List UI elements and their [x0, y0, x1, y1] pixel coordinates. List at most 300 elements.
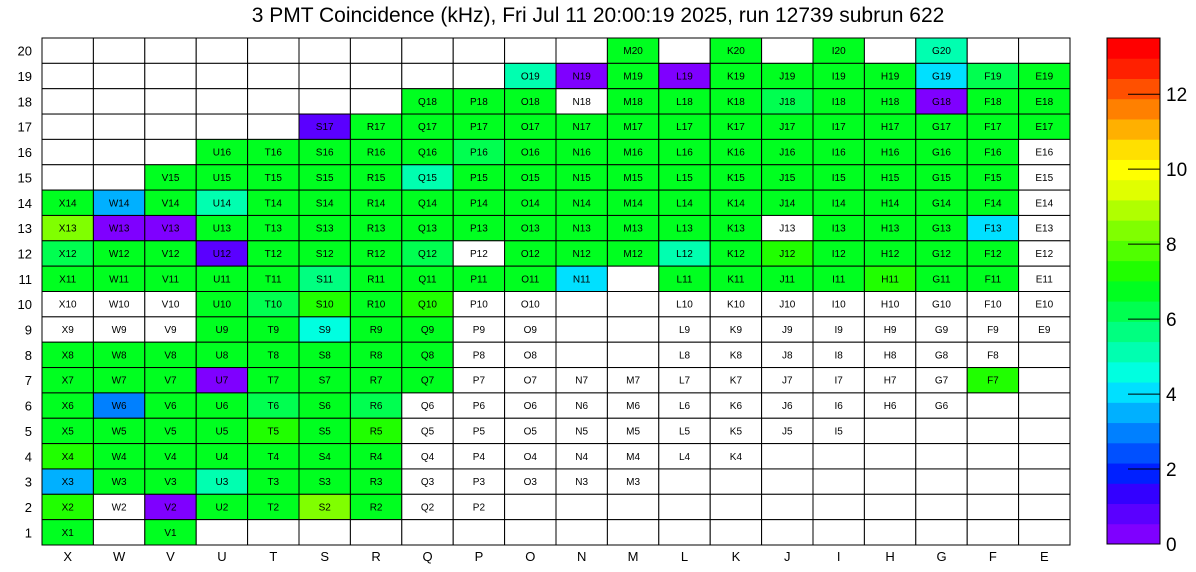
cell-label: I9	[834, 325, 843, 337]
cell-label: N15	[572, 172, 591, 184]
y-tick-label: 8	[24, 347, 32, 363]
cell-label: K19	[727, 71, 745, 83]
cell-label: V1	[164, 527, 177, 539]
x-tick-label: I	[836, 549, 841, 564]
cell-label: X10	[58, 299, 77, 311]
heatmap-cell	[42, 114, 93, 139]
heatmap-cell	[864, 38, 915, 63]
heatmap-cell	[1019, 520, 1070, 545]
cell-label: N3	[575, 477, 589, 489]
cell-label: R10	[366, 299, 386, 311]
cell-label: H6	[883, 401, 897, 413]
cell-label: G15	[932, 172, 951, 184]
cell-label: W12	[108, 248, 130, 260]
cell-label: G9	[934, 325, 949, 337]
cell-label: Q4	[420, 451, 435, 463]
x-tick-label: M	[627, 549, 639, 564]
cell-label: G17	[932, 122, 951, 134]
cell-label: P2	[472, 502, 486, 514]
cell-label: G6	[934, 401, 949, 413]
y-tick-label: 15	[17, 170, 32, 186]
cell-label: V9	[164, 325, 177, 337]
cell-label: O17	[520, 122, 540, 134]
cell-label: W9	[111, 325, 127, 337]
cell-label: E11	[1035, 274, 1053, 286]
y-tick-label: 20	[17, 43, 32, 59]
cell-label: T6	[267, 401, 280, 413]
x-tick-label: J	[784, 549, 791, 564]
heatmap-cell	[607, 292, 658, 317]
cell-label: Q7	[420, 375, 435, 387]
cell-label: O6	[523, 401, 537, 413]
cell-label: E9	[1038, 325, 1051, 337]
cell-label: N16	[572, 147, 591, 159]
cell-label: J8	[782, 350, 793, 362]
cell-label: N17	[572, 122, 591, 134]
y-tick-label: 12	[17, 246, 32, 262]
cell-label: K4	[729, 451, 743, 463]
colorbar-segment	[1107, 159, 1160, 180]
heatmap-cell	[196, 89, 247, 114]
cell-label: K13	[727, 223, 745, 235]
colorbar-segment	[1107, 402, 1160, 423]
heatmap-cell	[967, 494, 1018, 519]
cell-label: N4	[575, 451, 589, 463]
x-tick-label: L	[680, 549, 689, 564]
heatmap-cell	[556, 317, 607, 342]
cell-label: T15	[264, 172, 282, 184]
colorbar-tick-label: 10	[1166, 160, 1188, 182]
cell-label: F17	[984, 122, 1002, 134]
cell-label: H11	[881, 274, 899, 286]
cell-label: J19	[779, 71, 796, 83]
x-tick-label: P	[474, 549, 484, 564]
heatmap-cell	[556, 494, 607, 519]
cell-label: W8	[111, 350, 127, 362]
cell-label: E19	[1035, 71, 1054, 83]
cell-label: X13	[58, 223, 77, 235]
heatmap-cell	[607, 317, 658, 342]
cell-label: U4	[215, 451, 229, 463]
cell-label: I13	[831, 223, 846, 235]
heatmap-cell	[556, 520, 607, 545]
heatmap-cell	[196, 63, 247, 88]
cell-label: X12	[58, 248, 77, 260]
cell-label: I11	[832, 274, 846, 286]
cell-label: R2	[369, 502, 383, 514]
cell-label: Q12	[418, 248, 437, 260]
cell-label: R16	[366, 147, 386, 159]
y-tick-label: 2	[24, 499, 32, 515]
heatmap-cell	[813, 444, 864, 469]
cell-label: E17	[1035, 122, 1054, 134]
cell-label: Q9	[420, 325, 435, 337]
cell-label: K16	[727, 147, 745, 159]
heatmap-cell	[864, 494, 915, 519]
cell-label: P7	[472, 375, 486, 387]
cell-label: Q5	[420, 426, 435, 438]
heatmap-cell	[248, 89, 299, 114]
cell-label: M5	[626, 426, 641, 438]
heatmap-cell	[93, 89, 144, 114]
heatmap-cell	[299, 63, 350, 88]
cell-label: V5	[164, 426, 177, 438]
cell-label: S9	[318, 325, 331, 337]
cell-label: G19	[932, 71, 951, 83]
heatmap-cell	[864, 418, 915, 443]
cell-label: O11	[521, 274, 540, 286]
cell-label: I5	[834, 426, 843, 438]
cell-label: T4	[267, 451, 280, 463]
cell-label: L14	[676, 198, 693, 210]
cell-label: M12	[623, 248, 643, 260]
cell-label: S8	[318, 350, 331, 362]
x-tick-label: W	[112, 549, 126, 564]
cell-label: M18	[623, 96, 643, 108]
cell-label: P4	[472, 451, 486, 463]
heatmap-cell	[299, 520, 350, 545]
cell-label: F16	[984, 147, 1002, 159]
colorbar-segment	[1107, 240, 1160, 261]
cell-label: S5	[318, 426, 331, 438]
cell-label: K20	[727, 46, 745, 58]
cell-label: M15	[623, 172, 643, 184]
cell-label: K10	[727, 299, 745, 311]
cell-label: P16	[470, 147, 488, 159]
cell-label: E12	[1035, 248, 1054, 260]
cell-label: K9	[729, 325, 743, 337]
cell-label: I12	[831, 248, 846, 260]
heatmap-cell	[42, 38, 93, 63]
cell-label: L16	[676, 147, 693, 159]
cell-label: J5	[782, 426, 793, 438]
cell-label: W3	[111, 477, 127, 489]
cell-label: L10	[676, 299, 693, 311]
cell-label: O4	[523, 451, 537, 463]
cell-label: L17	[676, 122, 693, 134]
cell-label: P17	[470, 122, 488, 134]
cell-label: J17	[779, 122, 796, 134]
cell-label: R15	[366, 172, 386, 184]
cell-label: N18	[572, 96, 591, 108]
heatmap-cell	[402, 63, 453, 88]
heatmap-cell	[710, 469, 761, 494]
cell-label: S11	[316, 274, 334, 286]
heatmap-cell	[1019, 469, 1070, 494]
cell-label: S2	[318, 502, 331, 514]
heatmap-cell	[93, 38, 144, 63]
cell-label: P3	[472, 477, 486, 489]
cell-label: O13	[520, 223, 540, 235]
cell-label: J18	[779, 96, 796, 108]
cell-label: L4	[678, 451, 691, 463]
cell-label: M20	[623, 46, 643, 58]
colorbar-tick-label: 0	[1166, 535, 1177, 556]
cell-label: O15	[520, 172, 540, 184]
colorbar-segment	[1107, 38, 1160, 59]
cell-label: X3	[61, 477, 74, 489]
heatmap-cell	[659, 469, 710, 494]
cell-label: K6	[729, 401, 743, 413]
cell-label: O9	[523, 325, 537, 337]
cell-label: S4	[318, 451, 331, 463]
cell-label: T12	[264, 248, 282, 260]
cell-label: J10	[779, 299, 796, 311]
cell-label: T10	[264, 299, 282, 311]
heatmap-cell	[453, 38, 504, 63]
cell-label: X4	[61, 451, 74, 463]
cell-label: P15	[470, 172, 488, 184]
cell-label: W5	[111, 426, 127, 438]
cell-label: L5	[678, 426, 691, 438]
cell-label: U14	[212, 198, 232, 210]
cell-label: H12	[880, 248, 900, 260]
heatmap-cell	[967, 520, 1018, 545]
cell-label: M4	[626, 451, 641, 463]
cell-label: Q14	[418, 198, 437, 210]
cell-label: F19	[984, 71, 1002, 83]
cell-label: I15	[831, 172, 846, 184]
cell-label: X14	[58, 198, 77, 210]
cell-label: K5	[729, 426, 743, 438]
heatmap-cell	[145, 89, 196, 114]
heatmap-cell	[196, 114, 247, 139]
cell-label: U8	[215, 350, 229, 362]
cell-label: I6	[834, 401, 843, 413]
cell-label: X2	[61, 502, 74, 514]
cell-label: J9	[782, 325, 793, 337]
x-tick-label: F	[988, 549, 997, 564]
cell-label: F18	[984, 96, 1002, 108]
heatmap-cell	[402, 38, 453, 63]
x-tick-label: T	[269, 549, 278, 564]
heatmap-cell	[42, 63, 93, 88]
colorbar-segment	[1107, 139, 1160, 160]
y-tick-label: 1	[24, 525, 32, 541]
y-tick-label: 6	[24, 398, 32, 414]
cell-label: G16	[932, 147, 951, 159]
cell-label: S15	[315, 172, 334, 184]
cell-label: O12	[520, 248, 540, 260]
cell-label: Q16	[418, 147, 437, 159]
cell-label: H9	[883, 325, 897, 337]
cell-label: V7	[164, 375, 177, 387]
cell-label: T8	[267, 350, 280, 362]
cell-label: W13	[108, 223, 130, 235]
cell-label: O5	[523, 426, 537, 438]
heatmap-cell	[659, 38, 710, 63]
cell-label: Q15	[418, 172, 437, 184]
cell-label: S13	[315, 223, 334, 235]
cell-label: I14	[831, 198, 846, 210]
cell-label: M3	[626, 477, 641, 489]
heatmap-cell	[350, 63, 401, 88]
y-tick-label: 18	[17, 94, 32, 110]
cell-label: R6	[369, 401, 383, 413]
cell-label: V14	[161, 198, 180, 210]
heatmap-cell	[607, 342, 658, 367]
cell-label: V10	[161, 299, 180, 311]
cell-label: M6	[626, 401, 641, 413]
cell-label: T7	[267, 375, 280, 387]
cell-label: V12	[161, 248, 180, 260]
cell-label: L9	[678, 325, 691, 337]
cell-label: T9	[267, 325, 280, 337]
cell-label: P9	[472, 325, 486, 337]
heatmap-cell	[710, 494, 761, 519]
x-tick-label: S	[320, 549, 330, 564]
cell-label: L12	[676, 248, 693, 260]
y-tick-label: 9	[24, 322, 32, 338]
cell-label: H18	[880, 96, 900, 108]
colorbar-segment	[1107, 119, 1160, 140]
heatmap-cell	[813, 494, 864, 519]
cell-label: O3	[523, 477, 537, 489]
cell-label: O8	[523, 350, 537, 362]
x-tick-label: U	[217, 549, 227, 564]
colorbar-segment	[1107, 281, 1160, 302]
cell-label: P18	[470, 96, 488, 108]
heatmap-cell	[299, 89, 350, 114]
cell-label: M19	[623, 71, 643, 83]
colorbar-segment	[1107, 362, 1160, 383]
cell-label: I7	[834, 375, 843, 387]
cell-label: J12	[779, 248, 796, 260]
heatmap-cell	[813, 520, 864, 545]
cell-label: X9	[61, 325, 74, 337]
cell-label: V13	[161, 223, 180, 235]
heatmap-cell	[42, 139, 93, 164]
heatmap-cell	[196, 520, 247, 545]
cell-label: T11	[265, 274, 282, 286]
heatmap-cell	[248, 38, 299, 63]
heatmap-cell	[453, 520, 504, 545]
cell-label: P8	[472, 350, 486, 362]
colorbar-tick-label: 2	[1166, 460, 1177, 482]
cell-label: N6	[575, 401, 589, 413]
colorbar-segment	[1107, 220, 1160, 241]
cell-label: I19	[831, 71, 846, 83]
cell-label: M16	[623, 147, 643, 159]
cell-label: G12	[932, 248, 951, 260]
heatmap-cell	[145, 114, 196, 139]
heatmap-cell	[864, 444, 915, 469]
cell-label: I8	[834, 350, 843, 362]
x-tick-label: K	[731, 549, 741, 564]
cell-label: Q3	[420, 477, 435, 489]
cell-label: V2	[164, 502, 177, 514]
x-tick-label: H	[885, 549, 895, 564]
heatmap-cell	[248, 63, 299, 88]
cell-label: O16	[520, 147, 540, 159]
cell-label: V3	[164, 477, 177, 489]
cell-label: O19	[520, 71, 540, 83]
cell-label: N13	[572, 223, 591, 235]
heatmap-cell	[1019, 38, 1070, 63]
cell-label: Q11	[418, 274, 437, 286]
heatmap-cell	[505, 38, 556, 63]
cell-label: K14	[727, 198, 745, 210]
cell-label: R8	[369, 350, 383, 362]
cell-label: I17	[831, 122, 846, 134]
heatmap-cell	[1019, 444, 1070, 469]
chart-title: 3 PMT Coincidence (kHz), Fri Jul 11 20:00:19 2025, run 12739 subrun 622	[251, 4, 945, 27]
colorbar-tick-label: 8	[1166, 235, 1177, 257]
cell-label: U15	[212, 172, 232, 184]
heatmap-cell	[1019, 342, 1070, 367]
cell-label: K17	[727, 122, 745, 134]
heatmap-cell	[93, 63, 144, 88]
cell-label: J15	[779, 172, 796, 184]
cell-label: F12	[984, 248, 1002, 260]
heatmap-cell	[145, 63, 196, 88]
cell-label: G10	[932, 299, 951, 311]
heatmap-cell	[248, 520, 299, 545]
cell-label: H17	[880, 122, 900, 134]
cell-label: F7	[987, 375, 999, 387]
cell-label: M14	[623, 198, 643, 210]
cell-label: R11	[367, 274, 385, 286]
heatmap-cell	[967, 469, 1018, 494]
heatmap-cell	[1019, 418, 1070, 443]
colorbar-segment	[1107, 382, 1160, 403]
cell-label: U9	[215, 325, 229, 337]
x-tick-label: X	[63, 549, 73, 564]
x-tick-label: Q	[422, 549, 433, 564]
cell-label: W7	[111, 375, 127, 387]
cell-label: M13	[623, 223, 643, 235]
cell-label: J16	[779, 147, 796, 159]
heatmap-cell	[93, 520, 144, 545]
colorbar-segment	[1107, 261, 1160, 282]
cell-label: T16	[264, 147, 282, 159]
cell-label: T5	[267, 426, 280, 438]
colorbar-segment	[1107, 443, 1160, 464]
cell-label: R4	[369, 451, 383, 463]
cell-label: F14	[984, 198, 1002, 210]
heatmap-cell	[1019, 494, 1070, 519]
cell-label: K11	[727, 274, 745, 286]
cell-label: J6	[782, 401, 793, 413]
cell-label: R12	[366, 248, 386, 260]
colorbar-segment	[1107, 504, 1160, 525]
cell-label: W4	[111, 451, 127, 463]
y-tick-label: 13	[17, 221, 32, 237]
x-tick-label: N	[577, 549, 587, 564]
heatmap-cell	[762, 444, 813, 469]
cell-label: S14	[315, 198, 334, 210]
cell-label: R14	[366, 198, 386, 210]
colorbar-segment	[1107, 524, 1160, 545]
heatmap-cell	[762, 494, 813, 519]
cell-label: U7	[215, 375, 229, 387]
colorbar-segment	[1107, 423, 1160, 444]
cell-label: Q18	[418, 96, 437, 108]
heatmap-cell	[762, 520, 813, 545]
cell-label: H16	[880, 147, 900, 159]
cell-label: E10	[1035, 299, 1054, 311]
heatmap-cell	[350, 520, 401, 545]
cell-label: E15	[1035, 172, 1054, 184]
x-tick-label: R	[371, 549, 381, 564]
cell-label: K7	[729, 375, 743, 387]
cell-label: G8	[934, 350, 949, 362]
y-tick-label: 17	[17, 119, 32, 135]
heatmap-cell	[967, 418, 1018, 443]
heatmap-cell	[505, 494, 556, 519]
x-tick-label: G	[936, 549, 947, 564]
cell-label: W6	[111, 401, 127, 413]
